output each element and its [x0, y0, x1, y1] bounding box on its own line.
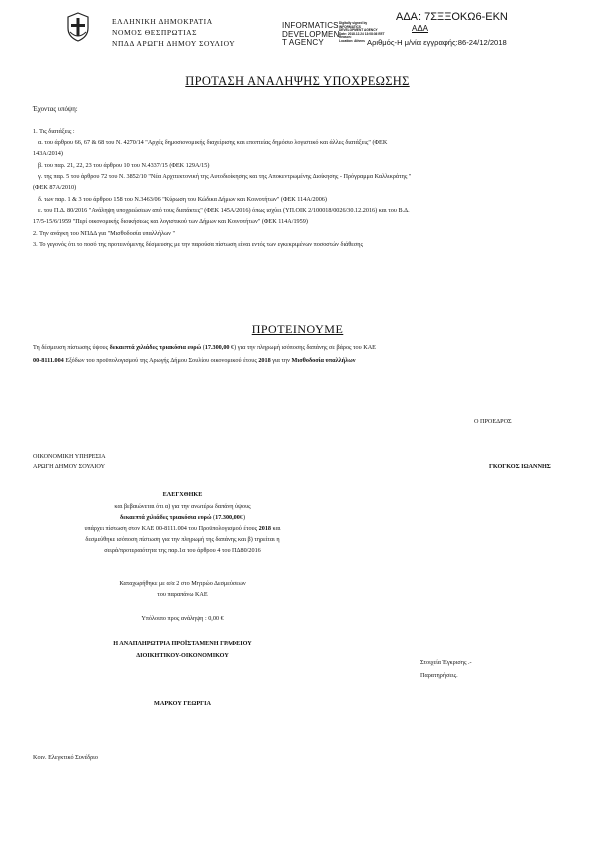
agency-line: T AGENCY — [282, 38, 324, 47]
consideration-line: ε. του Π.Δ. 80/2016 "Ανάληψη υποχρεώσεων από τους διατάκτες" (ΦΕΚ 145Α/2016) όπως ισχύει (ΥΠ.ΟΙΚ 2/100018/0026/30.12.2016) και του Β.Δ. — [38, 207, 410, 214]
check-line: δεσμεύθηκε ισόποση πίστωση για την πληρωμή της δαπάνης και β) τηρείται η — [85, 536, 280, 543]
amount-value: 17.300,00 — [204, 344, 230, 351]
proposal-text: για την — [270, 357, 292, 364]
ada-code: ΑΔΑ: 7ΣΞΞΟΚΩ6-ΕΚΝ — [396, 11, 508, 23]
president-label: Ο ΠΡΟΕΔΡΟΣ — [474, 418, 512, 425]
consideration-line: γ. της παρ. 5 του άρθρου 72 του Ν. 3852/10 "Νέα Αρχιτεκτονική της Αυτοδιοίκησης και της Αποκεντρωμένης Διοίκησης - Πρόγραμμα Καλλικράτης " — [38, 173, 412, 180]
signature-agency — [282, 22, 340, 48]
expense-purpose: Μισθοδοσία υπαλλήλων — [291, 357, 356, 364]
check-line: και βεβαιώνεται ότι α) για την ανωτέρω δαπάνη ύψους — [114, 503, 251, 510]
consideration-line: 17/5-15/6/1959 "Περί οικονομικής διοικήσεως και λογιστικού των Δήμων και Κοινοτήτων" (ΦΕΚ 114Α/1959) — [33, 218, 308, 225]
header-line: ΕΛΛΗΝΙΚΗ ΔΗΜΟΚΡΑΤΙΑ — [112, 17, 213, 26]
remaining-balance: Υπόλοιπο προς ανάληψη : 0,00 € — [141, 615, 224, 622]
signature-line: Location: Athens — [339, 38, 365, 43]
organization-name: ΑΡΩΓΗ ΔΗΜΟΥ ΣΟΥΛΙΟΥ — [33, 463, 106, 470]
proposal-text: €) για την πληρωμή ισόποσης δαπάνης σε βάρος του ΚΑΕ — [229, 344, 376, 351]
president-name: ΓΚΟΓΚΟΣ ΙΩΑΝΝΗΣ — [489, 463, 551, 470]
consideration-line: β. του παρ. 21, 22, 23 του άρθρου 10 του Ν.4337/15 (ΦΕΚ 129Α/15) — [38, 162, 210, 169]
greek-emblem-icon — [66, 12, 90, 42]
check-line — [60, 524, 305, 533]
check-line: σειρά/προτεραιότητα της παρ.1α του άρθρου 4 του ΠΔ80/2016 — [104, 547, 261, 554]
ada-label: ΑΔΑ — [412, 24, 429, 33]
check-text: υπάρχει πίστωση στον ΚΑΕ 00-8111.004 του Προϋπολογισμού έτους — [84, 525, 259, 532]
amount-words: δεκαεπτά χιλιάδες τριακόσια ευρώ — [109, 344, 202, 351]
check-line — [60, 513, 305, 522]
considering-label: Έχοντας υπόψη: — [33, 106, 78, 113]
registry-line: του παραπάνω ΚΑΕ — [157, 591, 208, 598]
consideration-line: 1. Τις διατάξεις : — [33, 128, 75, 135]
approval-details: Στοιχεία Έγκρισης .- — [420, 659, 472, 666]
amount-words: δεκαεπτά χιλιάδες τριακόσια ευρώ — [119, 514, 212, 521]
registry-line: Καταχωρήθηκε με α/α 2 στο Μητρώο Δεσμεύσεων — [119, 580, 246, 587]
document-title: ΠΡΟΤΑΣΗ ΑΝΑΛΗΨΗΣ ΥΠΟΧΡΕΩΣΗΣ — [185, 74, 410, 88]
signature-line: Digitally signed by — [339, 21, 368, 25]
check-text: και — [271, 525, 281, 532]
proposal-text: ( — [201, 344, 205, 351]
consideration-line: 143Α/2014) — [33, 150, 63, 157]
header-line: ΝΠΔΔ ΑΡΩΓΗ ΔΗΜΟΥ ΣΟΥΛΙΟΥ — [112, 39, 236, 48]
amount-value: 17.300,00 — [215, 514, 240, 521]
signature-line: DEVELOPMENT AGENCY — [339, 28, 378, 33]
fiscal-year: 2018 — [258, 357, 271, 364]
signature-line: Reason: — [339, 35, 352, 40]
consideration-line: α. του άρθρου 66, 67 & 68 του Ν. 4270/14 "Αρχές δημοσιονομικής διαχείρισης και εποπτείας δημόσιο λογιστικό και άλλες διατάξεις" (ΦΕΚ — [38, 139, 388, 146]
footer-recipient: Κοιν. Ελεγκτικό Συνέδριο — [33, 754, 98, 761]
proposal-text: Τη δέσμευση πίστωσης ύψους — [33, 344, 110, 351]
proposal-text: Εξόδων του προϋπολογισμού της Αρωγής Δήμου Σουλίου οικονομικού έτους — [63, 357, 259, 364]
agency-line: DEVELOPMEN — [282, 29, 340, 39]
consideration-line: (ΦΕΚ 87Α/2010) — [33, 184, 77, 191]
check-text: ( — [211, 514, 216, 521]
signatory-name: ΜΑΡΚΟΥ ΓΕΩΡΓΙΑ — [154, 700, 211, 707]
check-text: €) — [239, 514, 246, 521]
remarks: Παρατηρήσεις. — [420, 672, 458, 679]
proposal-line-1 — [33, 343, 376, 352]
consideration-line: δ. των παρ. 1 & 3 του άρθρου 158 του Ν.3463/06 "Κύρωση του Κώδικα Δήμων και Κοινοτήτων" (ΦΕΚ 114Α/2006) — [38, 196, 327, 203]
header-line: ΝΟΜΟΣ ΘΕΣΠΡΩΤΙΑΣ — [112, 28, 198, 37]
registration-number: Αριθμός-Η μ/νία εγγραφής:86-24/12/2018 — [367, 38, 507, 47]
checked-heading: ΕΛΕΓΧΘΗΚΕ — [162, 491, 203, 498]
consideration-line: 3. Το γεγονός ότι το ποσό της προτεινόμενης δέσμευσης με την παρούσα πίστωση είναι εντός των εγκεκριμένων ποσοστών διάθεσης — [33, 241, 363, 248]
proposal-line-2 — [33, 356, 356, 365]
signatory-title: ΔΙΟΙΚΗΤΙΚΟΥ-ΟΙΚΟΝΟΜΙΚΟΥ — [136, 652, 229, 659]
consideration-line: 2. Την ανάγκη του ΝΠΔΔ για "Μισθοδοσία υπαλλήλων " — [33, 230, 176, 237]
service-name: ΟΙΚΟΝΟΜΙΚΗ ΥΠΗΡΕΣΙΑ — [33, 453, 106, 460]
kae-code: 00-8111.004 — [33, 357, 64, 364]
government-header — [112, 16, 235, 49]
propose-heading: ΠΡΟΤΕΙΝΟΥΜΕ — [251, 322, 344, 336]
signature-line: Date: 2018.12.24 13:08:36 EET — [339, 31, 385, 36]
agency-line: INFORMATICS — [282, 21, 339, 30]
signature-line: INFORMATICS — [339, 24, 361, 29]
fiscal-year: 2018 — [258, 525, 271, 532]
signatory-title: Η ΑΝΑΠΛΗΡΩΤΡΙΑ ΠΡΟΪΣΤΑΜΕΝΗ ΓΡΑΦΕΙΟΥ — [113, 640, 252, 647]
